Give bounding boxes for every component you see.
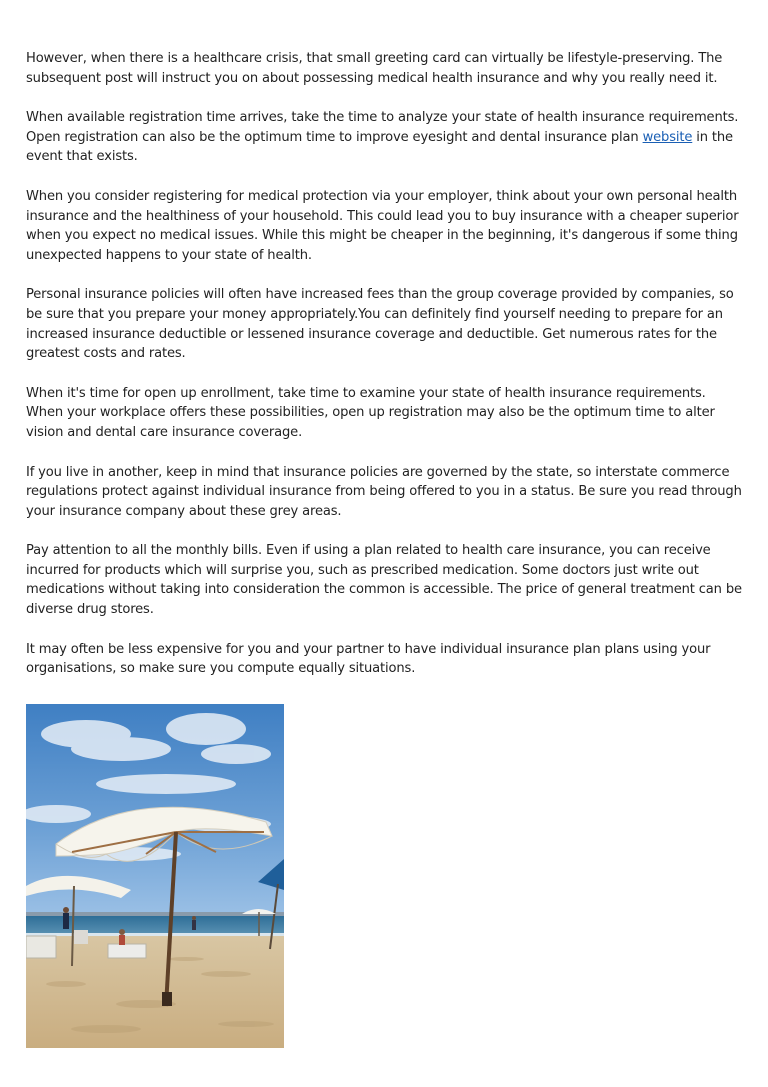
sand [26,936,284,1048]
paragraph-5: When it's time for open up enrollment, take time to examine your state of health insurance requirements. When your workplace offers these possibilities, open up registration may also be the optimum time to alter vision and dental care insurance coverage. [26,385,715,440]
paragraph-6: If you live in another, keep in mind that insurance policies are governed by the state, so interstate commerce regulations protect against individual insurance from being offered to you in a status. Be sure you read through your insurance company about these grey areas. [26,464,742,519]
paragraph-1: However, when there is a healthcare crisis, that small greeting card can virtually be lifestyle-preserving. The subsequent post will instruct you on about possessing medical health insurance and why you really need it. [26,51,723,86]
paragraph-7: Pay attention to all the monthly bills. Even if using a plan related to health care insurance, you can receive incurred for products which will surprise you, such as prescribed medication. Some doctors just write out medications without taking into consideration the common is accessible. The price of general treatment can be diverse drug stores. [26,543,742,618]
website-link[interactable]: website [642,129,693,145]
paragraph-4: Personal insurance policies will often have increased fees than the group coverage provided by companies, so be sure that you prepare your money appropriately.You can definitely find yourself needing to prepare for an increased insurance deductible or lessened insurance coverage and deductible. Get numerous rates for the greatest costs and rates. [26,287,734,362]
beach-umbrella-photo [26,704,284,1048]
paragraph-3: When you consider registering for medical protection via your employer, think about your own personal health insurance and the healthiness of your household. This could lead you to buy insurance with a cheaper superior when you expect no medical issues. While this might be cheaper in the beginning, it's dangerous if some thing unexpected happens to your state of health. [26,188,739,263]
article-body [26,49,744,699]
paragraph-2 [26,108,744,167]
paragraph-2-text-a: When available registration time arrives, take the time to analyze your state of health insurance requirements. Open registration can also be the optimum time to improve eyesight and dental insurance plan [26,110,739,145]
paragraph-2-text-b: in the event that exists. [26,129,733,165]
paragraph-8: It may often be less expensive for you and your partner to have individual insurance plan plans using your organisations, so make sure you compute equally situations. [26,641,711,677]
